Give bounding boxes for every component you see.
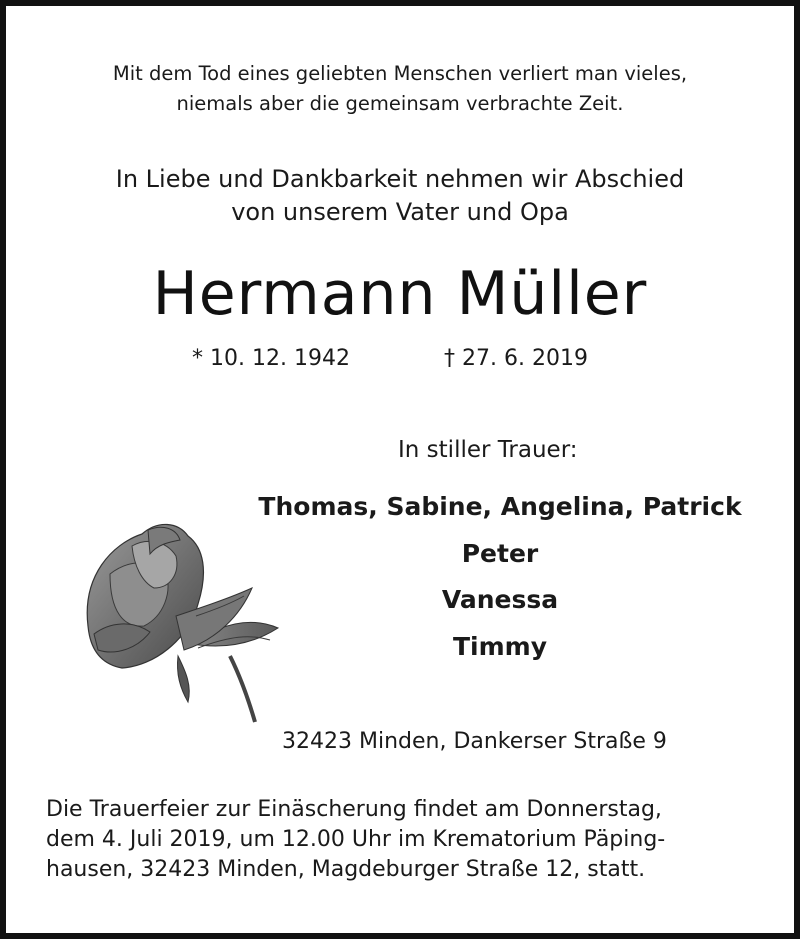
mourners-label: In stiller Trauer: — [398, 437, 578, 463]
farewell-intro — [6, 163, 794, 229]
rose-image — [80, 516, 280, 726]
ceremony-line-2: dem 4. Juli 2019, um 12.00 Uhr im Krematorium Päping- — [46, 827, 666, 852]
birth-date: * 10. 12. 1942 — [192, 346, 350, 371]
mourner-name: Timmy — [452, 632, 548, 661]
intro-line-1: In Liebe und Dankbarkeit nehmen wir Abschied — [115, 165, 685, 193]
ceremony-line-1: Die Trauerfeier zur Einäscherung findet am Donnerstag, — [46, 797, 662, 822]
mourner-name: Peter — [461, 539, 539, 568]
memorial-quote — [6, 59, 794, 119]
quote-line-2: niemals aber die gemeinsam verbrachte Zeit. — [176, 92, 624, 115]
quote-line-1: Mit dem Tod eines geliebten Menschen verliert man vieles, — [112, 62, 688, 85]
intro-line-2: von unserem Vater und Opa — [231, 198, 569, 226]
death-date: † 27. 6. 2019 — [444, 346, 588, 371]
mourner-name: Thomas, Sabine, Angelina, Patrick — [258, 492, 742, 521]
family-address: 32423 Minden, Dankerser Straße 9 — [282, 729, 667, 754]
funeral-ceremony-info — [46, 795, 766, 885]
mourner-name: Vanessa — [441, 585, 559, 614]
ceremony-line-3: hausen, 32423 Minden, Magdeburger Straße 12, statt. — [46, 857, 646, 882]
deceased-name: Hermann Müller — [152, 259, 648, 329]
